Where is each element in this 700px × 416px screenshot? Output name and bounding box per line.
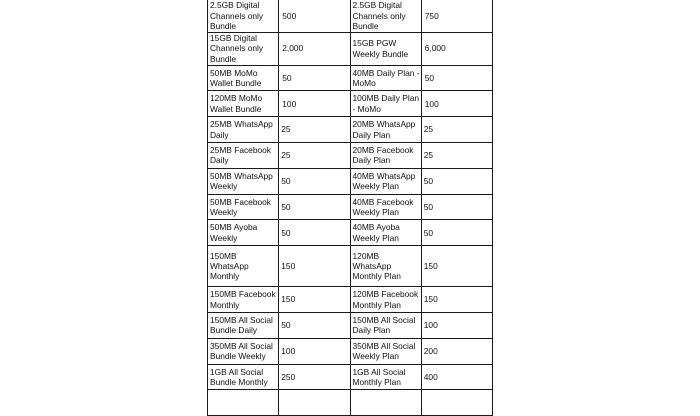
bundle-price-table <box>207 0 493 416</box>
old-bundle-price <box>279 390 350 416</box>
old-bundle-price: 25 <box>279 117 350 143</box>
old-bundle-name: 50MB Ayoba Weekly <box>208 220 279 246</box>
new-bundle-name: 2.5GB Digital Channels only Bundle <box>350 0 421 32</box>
new-bundle-name: 40MB WhatsApp Weekly Plan <box>350 168 421 194</box>
new-bundle-name: 15GB PGW Weekly Bundle <box>350 32 421 65</box>
old-bundle-name: 150MB All Social Bundle Daily <box>208 312 279 338</box>
new-bundle-price: 50 <box>421 194 492 220</box>
old-bundle-name: 120MB MoMo Wallet Bundle <box>208 91 279 117</box>
new-bundle-price: 400 <box>421 364 492 390</box>
old-bundle-name: 2.5GB Digital Channels only Bundle <box>208 0 279 32</box>
new-bundle-name: 150MB All Social Daily Plan <box>350 312 421 338</box>
table-row <box>208 194 493 220</box>
new-bundle-price: 50 <box>421 220 492 246</box>
table-row <box>208 168 493 194</box>
new-bundle-name: 40MB Ayoba Weekly Plan <box>350 220 421 246</box>
old-bundle-price: 50 <box>279 168 350 194</box>
old-bundle-name: 150MB WhatsApp Monthly <box>208 246 279 287</box>
new-bundle-price: 750 <box>421 0 492 32</box>
table-row <box>208 91 493 117</box>
new-bundle-price: 100 <box>421 91 492 117</box>
old-bundle-name: 1GB All Social Bundle Monthly <box>208 364 279 390</box>
old-bundle-price: 2,000 <box>279 32 350 65</box>
table-row <box>208 32 493 65</box>
old-bundle-price: 250 <box>279 364 350 390</box>
new-bundle-name: 350MB All Social Weekly Plan <box>350 338 421 364</box>
old-bundle-price: 150 <box>279 287 350 313</box>
table-row <box>208 312 493 338</box>
old-bundle-name: 50MB WhatsApp Weekly <box>208 168 279 194</box>
old-bundle-price: 50 <box>279 220 350 246</box>
old-bundle-name: 25MB Facebook Daily <box>208 142 279 168</box>
old-bundle-price: 25 <box>279 142 350 168</box>
new-bundle-name: 100MB Daily Plan - MoMo <box>350 91 421 117</box>
table-row <box>208 117 493 143</box>
old-bundle-price: 50 <box>279 312 350 338</box>
new-bundle-price: 6,000 <box>421 32 492 65</box>
table-row <box>208 220 493 246</box>
new-bundle-price: 200 <box>421 338 492 364</box>
new-bundle-price: 50 <box>421 65 492 91</box>
old-bundle-name: 50MB Facebook Weekly <box>208 194 279 220</box>
old-bundle-price: 50 <box>279 65 350 91</box>
table-row <box>208 246 493 287</box>
old-bundle-price: 100 <box>279 91 350 117</box>
new-bundle-price: 25 <box>421 117 492 143</box>
new-bundle-name: 1GB All Social Monthly Plan <box>350 364 421 390</box>
table-row <box>208 390 493 416</box>
old-bundle-name: 350MB All Social Bundle Weekly <box>208 338 279 364</box>
table-row <box>208 287 493 313</box>
new-bundle-price: 150 <box>421 287 492 313</box>
old-bundle-price: 150 <box>279 246 350 287</box>
old-bundle-name: 50MB MoMo Wallet Bundle <box>208 65 279 91</box>
table-row <box>208 65 493 91</box>
table-row <box>208 0 493 32</box>
old-bundle-price: 50 <box>279 194 350 220</box>
old-bundle-price: 500 <box>279 0 350 32</box>
old-bundle-name: 25MB WhatsApp Daily <box>208 117 279 143</box>
new-bundle-name: 20MB WhatsApp Daily Plan <box>350 117 421 143</box>
bundle-price-table-container <box>207 0 493 416</box>
new-bundle-name: 40MB Daily Plan - MoMo <box>350 65 421 91</box>
table-row <box>208 364 493 390</box>
new-bundle-price: 50 <box>421 168 492 194</box>
table-body <box>208 0 493 416</box>
new-bundle-price: 100 <box>421 312 492 338</box>
new-bundle-price: 25 <box>421 142 492 168</box>
old-bundle-name: 15GB Digital Channels only Bundle <box>208 32 279 65</box>
new-bundle-name: 120MB Facebook Monthly Plan <box>350 287 421 313</box>
new-bundle-price: 150 <box>421 246 492 287</box>
new-bundle-price <box>421 390 492 416</box>
old-bundle-name: 150MB Facebook Monthly <box>208 287 279 313</box>
new-bundle-name: 40MB Facebook Weekly Plan <box>350 194 421 220</box>
new-bundle-name <box>350 390 421 416</box>
old-bundle-name <box>208 390 279 416</box>
table-row <box>208 338 493 364</box>
table-row <box>208 142 493 168</box>
new-bundle-name: 120MB WhatsApp Monthly Plan <box>350 246 421 287</box>
old-bundle-price: 100 <box>279 338 350 364</box>
new-bundle-name: 20MB Facebook Daily Plan <box>350 142 421 168</box>
